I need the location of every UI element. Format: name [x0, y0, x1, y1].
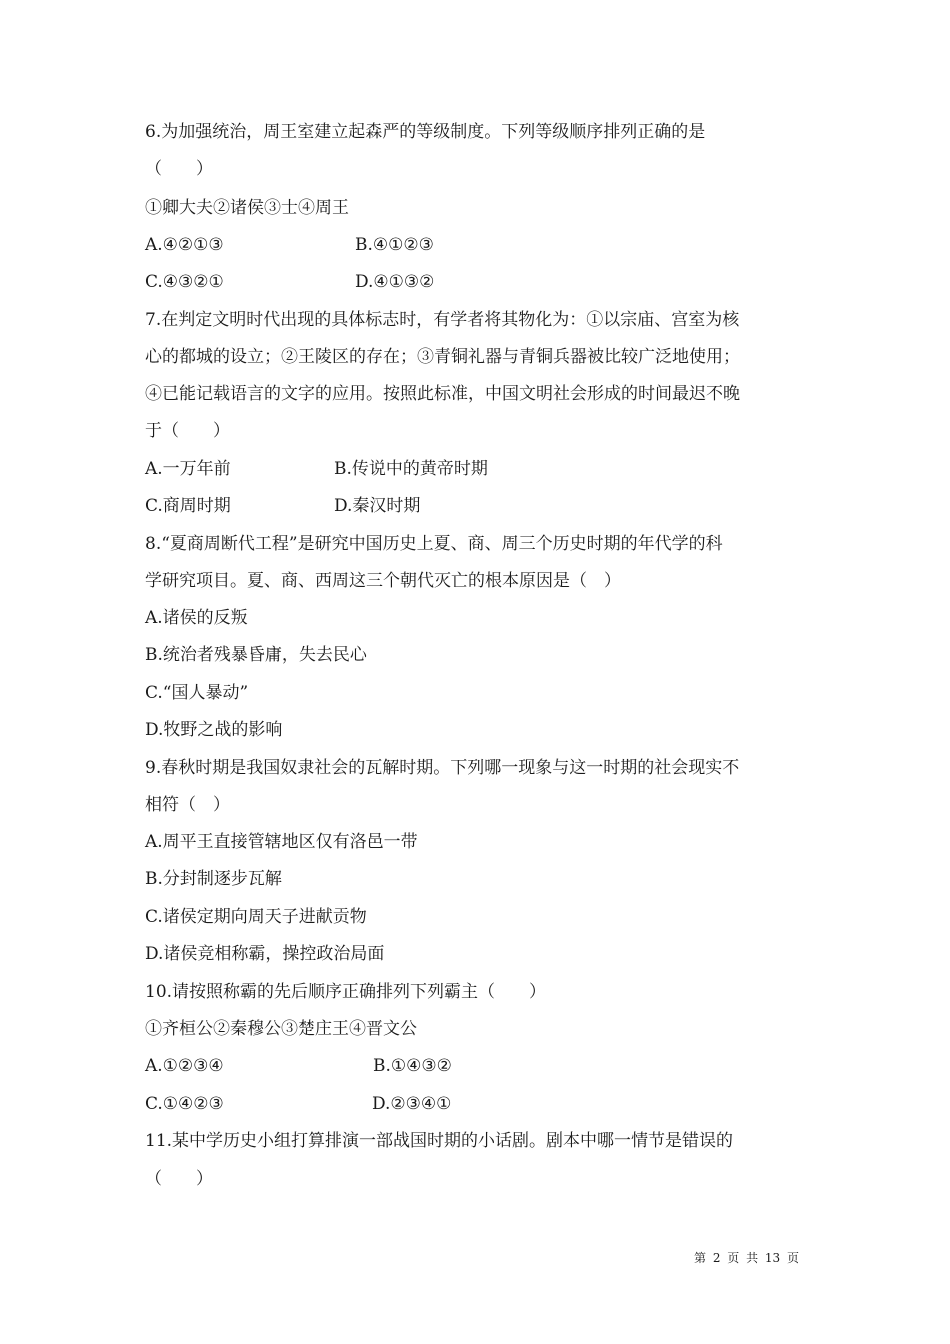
- q9-option-c: C.诸侯定期向周天子进献贡物: [145, 907, 367, 927]
- q8-option-c: C.“国人暴动”: [145, 683, 249, 703]
- q8-option-b: B.统治者残暴昏庸，失去民心: [145, 645, 367, 665]
- q10-option-d: D.②③④①: [372, 1094, 452, 1114]
- q7-option-a: A.一万年前: [145, 459, 231, 479]
- q7-option-d: D.秦汉时期: [334, 496, 421, 516]
- q6-option-b: B.④①②③: [355, 235, 434, 255]
- q9-option-b: B.分封制逐步瓦解: [145, 869, 282, 889]
- q7-stem-line-4: 于（ ）: [145, 421, 230, 441]
- q7-stem-line-2: 心的都城的设立；②王陵区的存在；③青铜礼器与青铜兵器被比较广泛地使用；: [145, 347, 740, 367]
- q7-option-c: C.商周时期: [145, 496, 231, 516]
- q10-items: ①齐桓公②秦穆公③楚庄王④晋文公: [145, 1019, 417, 1039]
- q7-stem-line-3: ④已能记载语言的文字的应用。按照此标准，中国文明社会形成的时间最迟不晚: [145, 384, 740, 404]
- q6-option-c: C.④③②①: [145, 272, 224, 292]
- q6-stem-line-2: （ ）: [145, 159, 213, 179]
- q8-option-d: D.牧野之战的影响: [145, 720, 283, 740]
- q6-option-a: A.④②①③: [145, 235, 224, 255]
- q10-option-b: B.①④③②: [373, 1056, 452, 1076]
- page-number-footer: 第 2 页 共 13 页: [694, 1251, 799, 1265]
- q7-stem-line-1: 7.在判定文明时代出现的具体标志时，有学者将其物化为：①以宗庙、宫室为核: [145, 310, 740, 330]
- q10-stem-line-1: 10.请按照称霸的先后顺序正确排列下列霸主（ ）: [145, 982, 547, 1002]
- q8-stem-line-1: 8.“夏商周断代工程”是研究中国历史上夏、商、周三个历史时期的年代学的科: [145, 534, 723, 554]
- q11-stem-line-1: 11.某中学历史小组打算排演一部战国时期的小话剧。剧本中哪一情节是错误的: [145, 1131, 734, 1151]
- q10-option-c: C.①④②③: [145, 1094, 224, 1114]
- q8-option-a: A.诸侯的反叛: [145, 608, 248, 628]
- q11-stem-line-2: （ ）: [145, 1169, 213, 1189]
- q8-stem-line-2: 学研究项目。夏、商、西周这三个朝代灭亡的根本原因是（ ）: [145, 571, 621, 591]
- q9-option-a: A.周平王直接管辖地区仅有洛邑一带: [145, 832, 418, 852]
- q6-stem-line-1: 6.为加强统治，周王室建立起森严的等级制度。下列等级顺序排列正确的是: [145, 122, 706, 142]
- q6-option-d: D.④①③②: [355, 272, 435, 292]
- q9-option-d: D.诸侯竞相称霸，操控政治局面: [145, 944, 385, 964]
- q10-option-a: A.①②③④: [145, 1056, 224, 1076]
- q9-stem-line-1: 9.春秋时期是我国奴隶社会的瓦解时期。下列哪一现象与这一时期的社会现实不: [145, 758, 740, 778]
- q9-stem-line-2: 相符（ ）: [145, 795, 230, 815]
- q7-option-b: B.传说中的黄帝时期: [334, 459, 488, 479]
- q6-items: ①卿大夫②诸侯③士④周王: [145, 198, 349, 218]
